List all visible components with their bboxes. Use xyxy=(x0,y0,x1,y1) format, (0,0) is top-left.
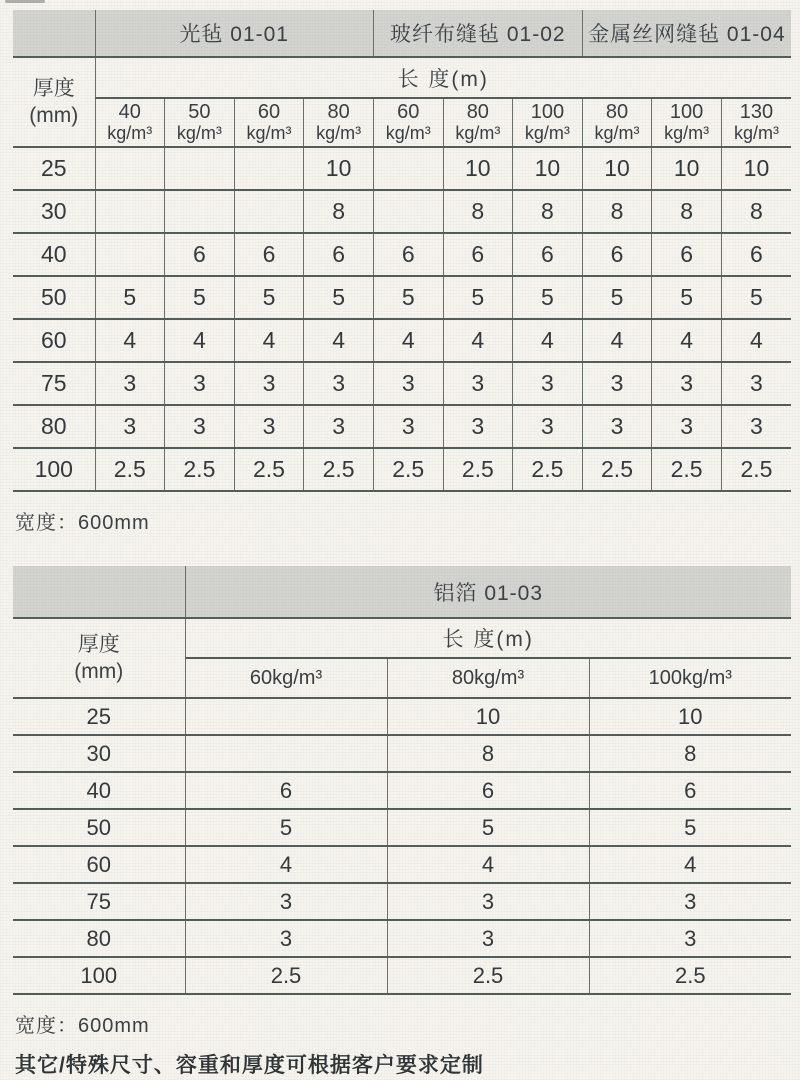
table-row xyxy=(13,276,791,319)
density-header-cell xyxy=(652,98,722,147)
length-value-cell: 5 xyxy=(234,276,304,319)
length-value-cell: 5 xyxy=(589,809,791,846)
density-header-cell xyxy=(513,98,583,147)
thickness-label: 厚度 xyxy=(77,632,120,656)
thickness-cell: 40 xyxy=(40,241,67,267)
density-unit: kg/m³ xyxy=(664,123,710,144)
length-value-cell: 3 xyxy=(582,405,652,448)
thickness-cell: 80 xyxy=(86,925,111,951)
foil-table-body xyxy=(13,698,791,994)
length-value-cell xyxy=(165,190,235,233)
table-row xyxy=(13,405,791,448)
length-value-cell: 10 xyxy=(387,698,589,735)
length-value-cell: 3 xyxy=(304,362,374,405)
product-title-row xyxy=(13,566,791,618)
length-value-cell: 2.5 xyxy=(234,448,304,491)
length-value-cell: 3 xyxy=(387,920,589,957)
density-unit: kg/m³ xyxy=(246,123,292,144)
density-value: 100 xyxy=(530,101,565,124)
length-value-cell: 3 xyxy=(513,405,583,448)
density-header-cell xyxy=(582,98,652,147)
thickness-cell: 75 xyxy=(40,370,67,396)
length-value-cell: 2.5 xyxy=(652,448,722,491)
length-value-cell: 10 xyxy=(721,147,791,190)
table-row xyxy=(13,957,791,994)
length-value-cell: 2.5 xyxy=(373,448,443,491)
length-value-cell: 3 xyxy=(373,405,443,448)
length-value-cell: 2.5 xyxy=(582,448,652,491)
thickness-cell: 100 xyxy=(34,456,73,482)
length-header-cell: 长 度(m) xyxy=(185,618,791,658)
length-value-cell: 4 xyxy=(582,319,652,362)
density-unit: kg/m³ xyxy=(316,123,362,144)
density-header-cell: 80kg/m³ xyxy=(387,658,589,698)
length-value-cell: 3 xyxy=(234,405,304,448)
length-value-cell: 6 xyxy=(165,233,235,276)
length-value-cell: 6 xyxy=(513,233,583,276)
length-value-cell: 3 xyxy=(513,362,583,405)
table-row xyxy=(13,233,791,276)
length-value-cell: 6 xyxy=(443,233,513,276)
density-unit: kg/m³ xyxy=(733,123,779,144)
density-header-cell: 60kg/m³ xyxy=(185,658,387,698)
thickness-cell: 25 xyxy=(86,703,111,729)
length-value-cell: 6 xyxy=(721,233,791,276)
group-plain-felt: 光毡 01-01 xyxy=(95,10,373,57)
length-value-cell xyxy=(234,190,304,233)
length-value-cell: 2.5 xyxy=(589,957,791,994)
length-value-cell: 3 xyxy=(234,362,304,405)
table-row xyxy=(13,698,791,735)
density-header-cell xyxy=(95,98,165,147)
length-value-cell: 4 xyxy=(443,319,513,362)
length-value-cell: 5 xyxy=(185,809,387,846)
thickness-cell: 100 xyxy=(80,962,118,988)
density-header-cell xyxy=(373,98,443,147)
density-unit: kg/m³ xyxy=(176,123,222,144)
width-note-1: 宽度：600mm xyxy=(15,512,150,534)
length-value-cell: 5 xyxy=(304,276,374,319)
thickness-unit: (mm) xyxy=(74,660,124,683)
table-row xyxy=(13,846,791,883)
length-value-cell: 4 xyxy=(165,319,235,362)
foil-spec-table xyxy=(13,566,791,995)
length-value-cell: 3 xyxy=(165,362,235,405)
length-value-cell xyxy=(165,147,235,190)
thickness-cell: 30 xyxy=(40,198,67,224)
length-value-cell xyxy=(95,190,165,233)
thickness-header-cell xyxy=(13,618,185,698)
thickness-cell: 80 xyxy=(40,413,67,439)
length-value-cell: 6 xyxy=(652,233,722,276)
length-value-cell: 4 xyxy=(387,846,589,883)
length-value-cell: 2.5 xyxy=(513,448,583,491)
length-value-cell xyxy=(234,147,304,190)
length-value-cell: 3 xyxy=(589,883,791,920)
length-value-cell: 4 xyxy=(95,319,165,362)
length-value-cell: 10 xyxy=(443,147,513,190)
table-row xyxy=(13,448,791,491)
length-value-cell: 4 xyxy=(185,846,387,883)
length-value-cell: 8 xyxy=(304,190,374,233)
density-value: 100 xyxy=(669,101,704,124)
table-row xyxy=(13,735,791,772)
length-value-cell: 6 xyxy=(589,772,791,809)
thickness-unit: (mm) xyxy=(29,104,79,127)
density-header-cell: 100kg/m³ xyxy=(589,658,791,698)
density-value: 60 xyxy=(257,101,281,124)
thickness-header-cell xyxy=(13,57,95,147)
length-value-cell: 5 xyxy=(165,276,235,319)
length-value-cell: 10 xyxy=(589,698,791,735)
density-value: 80 xyxy=(605,101,629,124)
length-value-cell: 3 xyxy=(387,883,589,920)
custom-sizes-note: 其它/特殊尺寸、容重和厚度可根据客户要求定制 xyxy=(15,1054,484,1077)
length-value-cell: 3 xyxy=(721,405,791,448)
length-value-cell: 4 xyxy=(373,319,443,362)
table-row xyxy=(13,147,791,190)
length-value-cell: 5 xyxy=(373,276,443,319)
length-value-cell: 4 xyxy=(589,846,791,883)
density-value: 50 xyxy=(188,101,211,124)
band-corner-cell xyxy=(13,10,95,57)
thickness-cell: 50 xyxy=(86,814,111,840)
length-value-cell: 8 xyxy=(589,735,791,772)
length-value-cell: 5 xyxy=(387,809,589,846)
table-row xyxy=(13,809,791,846)
table-row xyxy=(13,883,791,920)
density-unit: kg/m³ xyxy=(385,123,431,144)
length-value-cell: 8 xyxy=(721,190,791,233)
length-value-cell: 3 xyxy=(165,405,235,448)
density-header-cell xyxy=(443,98,513,147)
length-value-cell xyxy=(95,233,165,276)
length-value-cell: 8 xyxy=(513,190,583,233)
length-value-cell: 6 xyxy=(373,233,443,276)
length-value-cell: 3 xyxy=(185,883,387,920)
length-value-cell: 5 xyxy=(721,276,791,319)
length-value-cell: 3 xyxy=(95,405,165,448)
table-row xyxy=(13,920,791,957)
length-value-cell: 2.5 xyxy=(304,448,374,491)
table-row xyxy=(13,362,791,405)
length-value-cell: 3 xyxy=(443,405,513,448)
length-value-cell: 5 xyxy=(513,276,583,319)
length-value-cell: 4 xyxy=(721,319,791,362)
length-value-cell: 2.5 xyxy=(443,448,513,491)
density-unit: kg/m³ xyxy=(594,123,640,144)
length-value-cell: 3 xyxy=(589,920,791,957)
table-row xyxy=(13,772,791,809)
length-value-cell: 10 xyxy=(582,147,652,190)
length-value-cell: 3 xyxy=(373,362,443,405)
density-header-row xyxy=(13,98,791,147)
thickness-label: 厚度 xyxy=(32,76,75,100)
length-value-cell: 3 xyxy=(652,405,722,448)
density-value: 40 xyxy=(118,101,141,124)
length-value-cell: 2.5 xyxy=(185,957,387,994)
length-value-cell: 8 xyxy=(443,190,513,233)
density-unit: kg/m³ xyxy=(107,123,153,144)
length-value-cell: 2.5 xyxy=(387,957,589,994)
length-value-cell: 3 xyxy=(95,362,165,405)
density-header-cell xyxy=(165,98,235,147)
length-value-cell: 2.5 xyxy=(95,448,165,491)
width-note-2: 宽度：600mm xyxy=(15,1015,150,1037)
length-value-cell: 5 xyxy=(582,276,652,319)
length-header-row xyxy=(13,57,791,98)
density-unit: kg/m³ xyxy=(455,123,501,144)
length-value-cell: 6 xyxy=(185,772,387,809)
length-value-cell: 6 xyxy=(387,772,589,809)
group-aluminum-foil: 铝箔 01-03 xyxy=(185,566,791,618)
felt-table-body xyxy=(13,147,791,491)
length-value-cell: 3 xyxy=(185,920,387,957)
density-header-cell xyxy=(304,98,374,147)
length-value-cell xyxy=(95,147,165,190)
length-value-cell: 8 xyxy=(387,735,589,772)
length-header-row xyxy=(13,618,791,658)
density-unit: kg/m³ xyxy=(524,123,570,144)
thickness-cell: 75 xyxy=(86,888,111,914)
length-value-cell: 3 xyxy=(304,405,374,448)
length-value-cell: 6 xyxy=(582,233,652,276)
length-value-cell: 6 xyxy=(304,233,374,276)
band-corner-cell xyxy=(13,566,185,618)
density-value: 130 xyxy=(739,101,774,124)
group-wire-mesh-felt: 金属丝网缝毡 01-04 xyxy=(582,10,791,57)
length-value-cell: 4 xyxy=(304,319,374,362)
density-header-cell xyxy=(721,98,791,147)
thickness-cell: 40 xyxy=(86,777,111,803)
length-value-cell: 5 xyxy=(443,276,513,319)
group-glass-cloth-felt: 玻纤布缝毡 01-02 xyxy=(373,10,582,57)
length-value-cell: 10 xyxy=(513,147,583,190)
felt-spec-table xyxy=(13,10,791,492)
length-value-cell: 3 xyxy=(652,362,722,405)
length-value-cell: 4 xyxy=(234,319,304,362)
length-value-cell xyxy=(185,735,387,772)
density-header-cell xyxy=(234,98,304,147)
length-value-cell xyxy=(373,147,443,190)
thickness-cell: 50 xyxy=(40,284,67,310)
length-value-cell: 5 xyxy=(95,276,165,319)
length-value-cell: 8 xyxy=(652,190,722,233)
product-group-header-row xyxy=(13,10,791,57)
length-value-cell xyxy=(373,190,443,233)
thickness-cell: 25 xyxy=(40,155,67,181)
table-row xyxy=(13,190,791,233)
density-value: 60 xyxy=(397,101,420,124)
length-value-cell: 4 xyxy=(513,319,583,362)
length-value-cell: 8 xyxy=(582,190,652,233)
length-value-cell: 3 xyxy=(582,362,652,405)
length-value-cell: 2.5 xyxy=(721,448,791,491)
length-value-cell: 3 xyxy=(721,362,791,405)
table-row xyxy=(13,319,791,362)
thickness-cell: 60 xyxy=(40,327,67,353)
length-value-cell: 10 xyxy=(652,147,722,190)
length-value-cell: 10 xyxy=(304,147,374,190)
length-header-cell: 长 度(m) xyxy=(95,57,791,98)
length-value-cell: 6 xyxy=(234,233,304,276)
length-value-cell: 3 xyxy=(443,362,513,405)
density-value: 80 xyxy=(327,101,350,124)
thickness-cell: 30 xyxy=(86,740,111,766)
thickness-cell: 60 xyxy=(86,851,111,877)
density-value: 80 xyxy=(466,101,489,124)
length-value-cell: 2.5 xyxy=(165,448,235,491)
length-value-cell xyxy=(185,698,387,735)
length-value-cell: 4 xyxy=(652,319,722,362)
length-value-cell: 5 xyxy=(652,276,722,319)
